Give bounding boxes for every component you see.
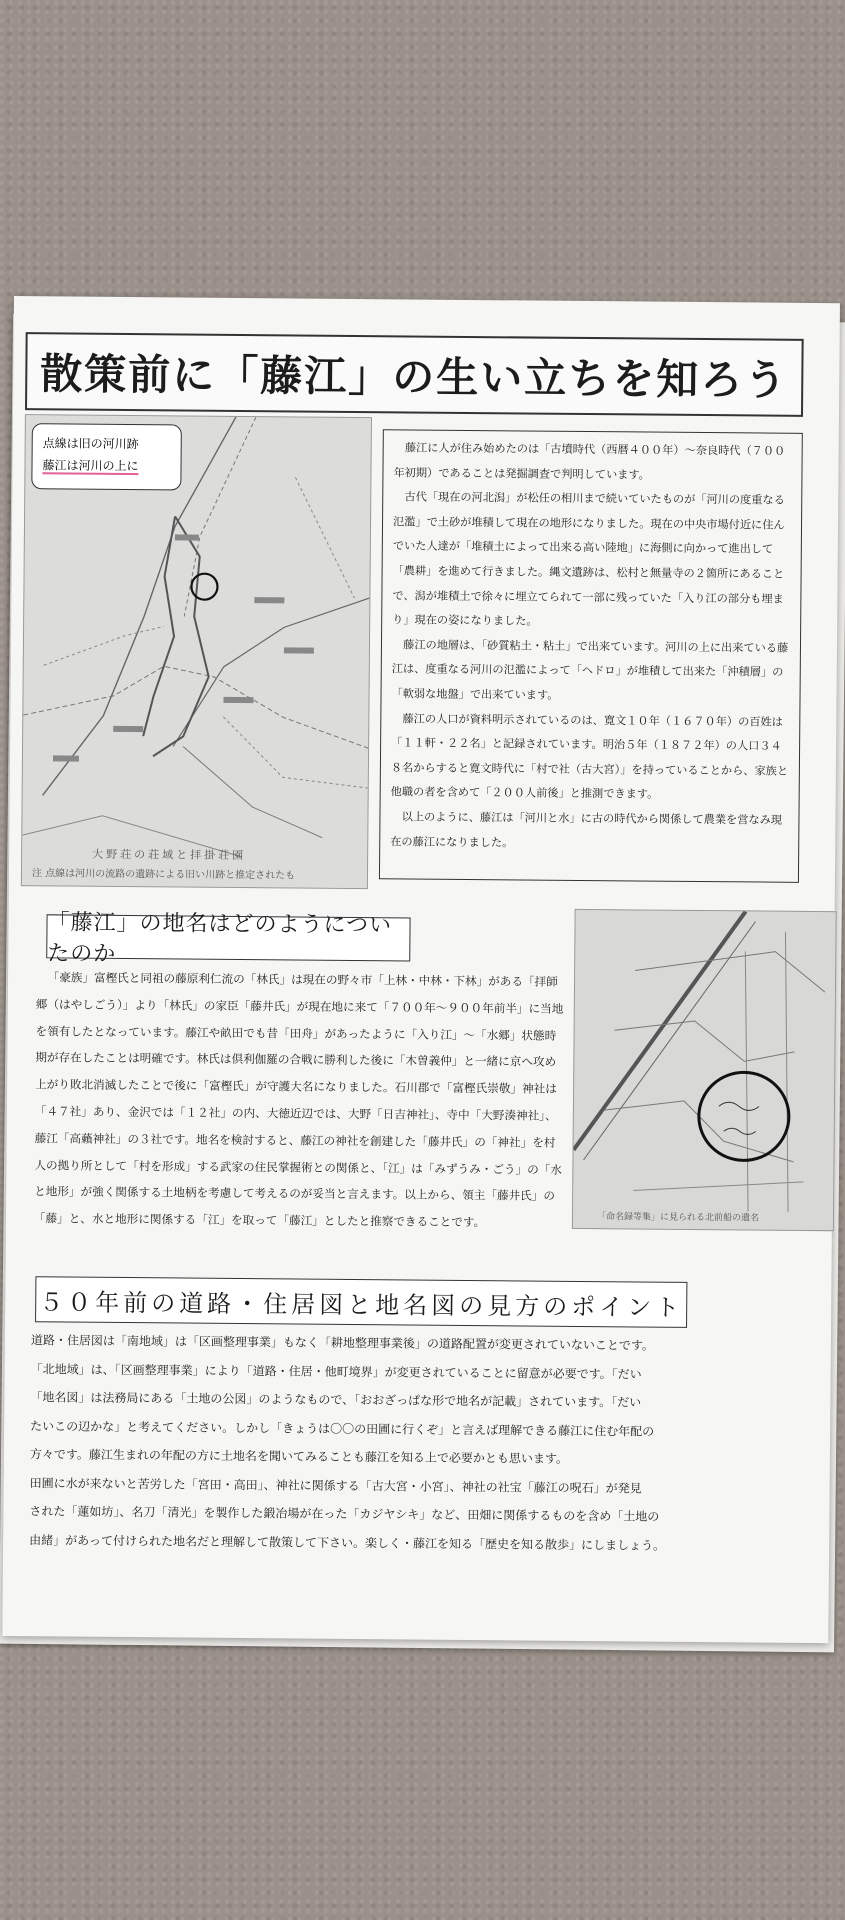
map-guide-heading: ５０年前の道路・住居図と地名図の見方のポイント (35, 1276, 687, 1328)
map-note: 注 点線は河川の流路の遺跡による旧い川跡と推定されたも (31, 868, 296, 882)
map-guide-line-8: 由緒」があって付けられた地名だと理解して散策して下さい。楽しく・藤江を知る「歴史を知る散歩」にしましょう。 (29, 1532, 666, 1553)
place-name-map-caption: 「命名録等集」に見られる北前船の遺名 (596, 1212, 760, 1224)
callout-line-2: 藤江は河川の上に (42, 458, 139, 474)
map-guide-text (29, 1326, 821, 1583)
map-guide-line-3: 「地名図」は法務局にある「土地の公図」のようなもので、「おおざっぱな形で地名が記載」されています。「だい (30, 1390, 642, 1410)
document-sheet (2, 296, 840, 1643)
history-paragraph-2: 古代「現在の河北潟」が松任の相川まで続いていたものが「河川の度重なる氾濫」で土砂が堆積して現在の地形になりました。現在の中央市場付近に住んでいた人達が「堆積土によって出来る高い陸地」に海側に向かって進出して「農耕」を進めて行きました。縄文遺跡は、松村と無量寺の２箇所にあることで、潟が堆積土で徐々に埋立てられて一部に残っていた「入り江の部分も埋まり」現在の姿になりました。 (392, 490, 785, 628)
map-guide-line-2: 「北地域」は、「区画整理事業」により「道路・住居・他町境界」が変更されていることに留意が必要です。「だい (30, 1361, 642, 1382)
map-guide-line-6: 田圃に水が来ないと苦労した「宮田・高田」、神社に関係する「古大宮・小宮」、神社の社宝「藤江の呪石」が発見 (29, 1475, 642, 1496)
callout-line-1: 点線は旧の河川跡 (42, 436, 139, 452)
river-map (21, 414, 372, 889)
place-name-heading: 「藤江」の地名はどのようについたのか (46, 914, 410, 961)
map-caption: 大野荘の荘域と拝掛荘園 (92, 847, 247, 863)
map-guide-line-1: 道路・住居図は「南地域」は「区画整理事業」もなく「耕地整理事業後」の道路配置が変更されていないことです。 (30, 1333, 654, 1353)
map-guide-line-7: された「蓮如坊」、名刀「清光」を製作した鍛冶場が在った「カジヤシキ」など、田畑に関係するものを含め「土地の (29, 1504, 660, 1524)
history-text-box (379, 429, 803, 883)
history-paragraph-1: 藤江に人が住み始めたのは「古墳時代（西暦４００年）～奈良時代（７００年初期）であることは発掘調査で判明しています。 (393, 441, 786, 482)
page-title: 散策前に「藤江」の生い立ちを知ろう (40, 349, 789, 405)
history-paragraph-3: 藤江の地層は、「砂質粘土・粘土」で出来ています。河川の上に出来ている藤江は、度重なる河川の氾濫によって「ヘドロ」が堆積して出来た「沖積層」の「軟弱な地盤」で出来ています。 (391, 638, 789, 702)
place-name-text (34, 964, 567, 1269)
map-guide-line-5: 方々です。藤江生まれの年配の方に土地名を聞いてみることも藤江を知る上で必要かとも思います。 (29, 1447, 569, 1466)
map-callout (31, 423, 182, 490)
place-name-paragraph: 「豪族」富樫氏と同祖の藤原利仁流の「林氏」は現在の野々市「上林・中林・下林」がある「拝師郷（はやしごう）」より「林氏」の家臣「藤井氏」が現在地に来て「７００年～９００年前半」に当地を領有したとなっています。藤江や畝田でも昔「田舟」があったように「入り江」～「水郷」状態時期が存在したことは明確です。林氏は倶利伽羅の合戦に勝利した後に「木曽義仲」と一緒に京へ攻め上がり敗北消滅したことで後に「富樫氏」が守護大名になりました。石川郡で「富樫氏崇敬」神社は「４７社」あり、金沢では「１２社」の内、大徳近辺では、大野「日吉神社」、寺中「大野湊神社」、藤江「高藾神社」の３社です。地名を検討すると、藤江の神社を創建した「藤井氏」の「神社」を村人の拠り所として「村を形成」する武家の住民掌握術との関係と、「江」は「みずうみ・ごう」の「水と地形」が強く関係する土地柄を考慮して考えるのが妥当と言えます。以上から、領主「藤井氏」の「藤」と、水と地形に関係する「江」を取って「藤江」としたと推察できることです。 (33, 970, 564, 1230)
place-name-map (572, 909, 837, 1231)
map-guide-line-4: たいこの辺かな」と考えてください。しかし「きょうは〇〇の田圃に行くぞ」と言えば理解できる藤江に住む年配の (30, 1418, 655, 1439)
history-paragraph-4: 藤江の人口が資料明示されているのは、寛文１０年（１６７０年）の百姓は「１１軒・２２名」と記録されています。明治５年（１８７２年）の人口３４８名からすると寛文時代に「村で社（古大宮）」を持っていることから、家族と他職の者を含めて「２００人前後」と推測できます。 (390, 711, 789, 801)
title-box (25, 332, 804, 417)
history-paragraph-5: 以上のように、藤江は「河川と水」に古の時代から関係して農業を営なみ現在の藤江になりました。 (390, 810, 783, 849)
place-name-map-drawing (573, 910, 836, 1230)
